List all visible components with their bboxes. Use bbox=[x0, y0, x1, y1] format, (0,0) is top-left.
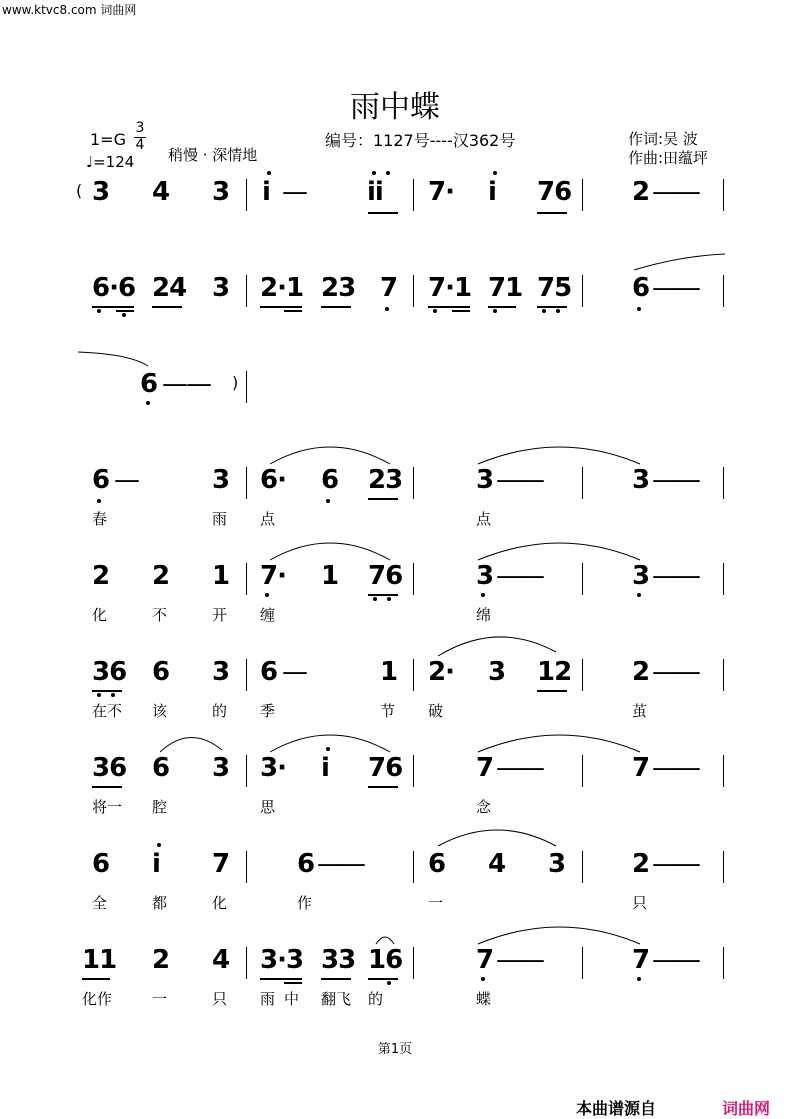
slur bbox=[78, 352, 148, 366]
note: 4 bbox=[152, 177, 170, 207]
song-number: 编号：1127号----汉362号 bbox=[325, 131, 516, 150]
lyric: 季 bbox=[260, 702, 276, 720]
note: 3 bbox=[476, 465, 494, 495]
lyric: 雨 bbox=[212, 510, 228, 528]
note-dash: — bbox=[652, 465, 677, 495]
note: 1 bbox=[380, 657, 398, 687]
slur bbox=[270, 447, 390, 464]
composer: 作曲:田蕴坪 bbox=[628, 149, 709, 167]
note-dash: — bbox=[675, 465, 700, 495]
note: 23 bbox=[321, 273, 356, 303]
note: 71 bbox=[488, 273, 523, 303]
lyric: 全 bbox=[92, 894, 108, 912]
slur bbox=[634, 254, 725, 270]
note: 7·1 bbox=[428, 273, 472, 303]
note: 4 bbox=[212, 945, 230, 975]
time-denominator: 4 bbox=[135, 137, 145, 153]
note-dash: — bbox=[162, 369, 187, 399]
note: 33 bbox=[321, 945, 356, 975]
note: 6 bbox=[428, 849, 446, 879]
note: 6 bbox=[152, 753, 170, 783]
note: 6· bbox=[260, 465, 286, 495]
song-title: 雨中蝶 bbox=[350, 90, 440, 125]
note: 3 bbox=[476, 561, 494, 591]
note: 1 bbox=[212, 561, 230, 591]
lyric: 开 bbox=[212, 606, 228, 624]
lyric: 蝶 bbox=[476, 990, 492, 1008]
lyric: 节 bbox=[380, 702, 396, 720]
note: i bbox=[321, 753, 329, 783]
lyricist: 作词:吴 波 bbox=[628, 130, 698, 148]
lyric: 翻飞 bbox=[321, 990, 352, 1008]
note: ii bbox=[367, 177, 383, 207]
note: 76 bbox=[368, 753, 403, 783]
lyric: 化 bbox=[92, 606, 108, 624]
note: 3 bbox=[488, 657, 506, 687]
note: 1 bbox=[321, 561, 339, 591]
note-dash: — bbox=[496, 465, 521, 495]
note: 2·1 bbox=[260, 273, 304, 303]
note-dash: — bbox=[496, 561, 521, 591]
note-dash: — bbox=[675, 561, 700, 591]
slur bbox=[270, 735, 390, 752]
note-dash: — bbox=[519, 561, 544, 591]
note: 75 bbox=[537, 273, 572, 303]
slur bbox=[438, 637, 556, 656]
lyric: 该 bbox=[152, 702, 168, 720]
note: 11 bbox=[82, 945, 117, 975]
note: 7 bbox=[476, 945, 494, 975]
lyric: 将一 bbox=[92, 798, 123, 816]
note: 7 bbox=[212, 849, 230, 879]
site-url[interactable]: www.ktvc8.com bbox=[2, 3, 97, 17]
lyric: 不 bbox=[152, 606, 168, 624]
note-dash: — bbox=[317, 849, 342, 879]
slur bbox=[478, 543, 640, 560]
lyric: 作 bbox=[297, 894, 313, 912]
note: 7· bbox=[428, 177, 454, 207]
note-dash: — bbox=[652, 657, 677, 687]
note-dash: — bbox=[652, 177, 677, 207]
note: i bbox=[152, 849, 160, 879]
note: 3 bbox=[212, 273, 230, 303]
slur bbox=[160, 737, 222, 752]
note: 3 bbox=[212, 465, 230, 495]
note-dash: — bbox=[675, 753, 700, 783]
note: 7 bbox=[632, 753, 650, 783]
lyric: 茧 bbox=[632, 702, 648, 720]
note: 7· bbox=[260, 561, 286, 591]
lyric: 只 bbox=[212, 990, 228, 1008]
note: 2 bbox=[632, 849, 650, 879]
lyric: 一 bbox=[428, 894, 444, 912]
note-dash: — bbox=[675, 657, 700, 687]
lyric: 一 bbox=[152, 990, 168, 1008]
note: 24 bbox=[152, 273, 187, 303]
note: 3· bbox=[260, 753, 286, 783]
note-dash: — bbox=[114, 465, 139, 495]
time-numerator: 3 bbox=[135, 120, 145, 136]
note: 3 bbox=[632, 465, 650, 495]
note: i bbox=[262, 177, 270, 207]
note-dash: — bbox=[675, 273, 700, 303]
slur bbox=[376, 937, 394, 944]
slur bbox=[438, 830, 556, 846]
note-dash: — bbox=[519, 945, 544, 975]
note: 2 bbox=[152, 945, 170, 975]
key-signature: 1=G bbox=[90, 130, 126, 149]
slur bbox=[478, 927, 640, 944]
note: 16 bbox=[368, 945, 403, 975]
note: 76 bbox=[537, 177, 572, 207]
lyric: 缠 bbox=[260, 606, 276, 624]
note-dash: — bbox=[652, 753, 677, 783]
lyric: 念 bbox=[476, 798, 492, 816]
tempo-value: =124 bbox=[93, 153, 135, 171]
repeat-close: ) bbox=[232, 373, 238, 392]
note: 7 bbox=[380, 273, 398, 303]
lyric: 点 bbox=[260, 510, 276, 528]
note-dash: — bbox=[519, 753, 544, 783]
lyric: 在不 bbox=[92, 702, 123, 720]
note-dash: — bbox=[186, 369, 211, 399]
note-dash: — bbox=[282, 657, 307, 687]
note: 6 bbox=[152, 657, 170, 687]
note: i bbox=[488, 177, 496, 207]
note: 3 bbox=[212, 657, 230, 687]
note: 3·3 bbox=[260, 945, 304, 975]
lyric: 点 bbox=[476, 510, 492, 528]
note: 3 bbox=[632, 561, 650, 591]
note-dash: — bbox=[519, 465, 544, 495]
note: 36 bbox=[92, 657, 127, 687]
note: 3 bbox=[548, 849, 566, 879]
lyric: 化作 bbox=[82, 990, 113, 1008]
note: 2 bbox=[92, 561, 110, 591]
note-dash: — bbox=[652, 561, 677, 591]
note: 6 bbox=[92, 465, 110, 495]
lyric: 破 bbox=[428, 702, 444, 720]
slur bbox=[478, 447, 640, 464]
note: 12 bbox=[537, 657, 572, 687]
site-logo[interactable]: 词曲网 bbox=[722, 1099, 771, 1118]
note-dash: — bbox=[496, 945, 521, 975]
note-dash: — bbox=[496, 753, 521, 783]
note: 3 bbox=[92, 177, 110, 207]
note-dash: — bbox=[282, 177, 307, 207]
note-dash: — bbox=[675, 177, 700, 207]
note: 3 bbox=[212, 177, 230, 207]
note-dash: — bbox=[340, 849, 365, 879]
lyric: 都 bbox=[152, 894, 168, 912]
lyric: 中 bbox=[284, 990, 300, 1008]
note: 2· bbox=[428, 657, 454, 687]
note: 6 bbox=[321, 465, 339, 495]
lyric: 的 bbox=[212, 702, 228, 720]
slur bbox=[270, 543, 390, 560]
note-dash: — bbox=[652, 273, 677, 303]
lyric: 化 bbox=[212, 894, 228, 912]
site-name: 词曲网 bbox=[100, 3, 137, 17]
lyric: 雨 bbox=[260, 990, 276, 1008]
note-dash: — bbox=[675, 849, 700, 879]
lyric: 的 bbox=[368, 990, 384, 1008]
note: 7 bbox=[632, 945, 650, 975]
note: 76 bbox=[368, 561, 403, 591]
note: 4 bbox=[488, 849, 506, 879]
note-dash: — bbox=[652, 945, 677, 975]
quarter-note-icon: ♩ bbox=[86, 153, 94, 171]
note-dash: — bbox=[652, 849, 677, 879]
slur bbox=[478, 735, 640, 752]
note: 2 bbox=[152, 561, 170, 591]
lyric: 绵 bbox=[476, 606, 492, 624]
lyric: 思 bbox=[260, 798, 276, 816]
note: 6 bbox=[140, 369, 158, 399]
note: 7 bbox=[476, 753, 494, 783]
note: 6 bbox=[297, 849, 315, 879]
note: 2 bbox=[632, 657, 650, 687]
note-dash: — bbox=[675, 945, 700, 975]
note: 6 bbox=[632, 273, 650, 303]
note: 36 bbox=[92, 753, 127, 783]
expression-marking: 稍慢 · 深情地 bbox=[168, 146, 258, 164]
note: 6 bbox=[92, 849, 110, 879]
lyric: 只 bbox=[632, 894, 648, 912]
repeat-open: ( bbox=[76, 181, 82, 200]
note: 23 bbox=[368, 465, 403, 495]
lyric: 春 bbox=[92, 510, 108, 528]
note: 6·6 bbox=[92, 273, 136, 303]
source-label: 本曲谱源自 bbox=[576, 1099, 657, 1118]
lyric: 腔 bbox=[152, 798, 168, 816]
note: 2 bbox=[632, 177, 650, 207]
page-number: 第1页 bbox=[377, 1042, 413, 1057]
note: 6 bbox=[260, 657, 278, 687]
note: 3 bbox=[212, 753, 230, 783]
